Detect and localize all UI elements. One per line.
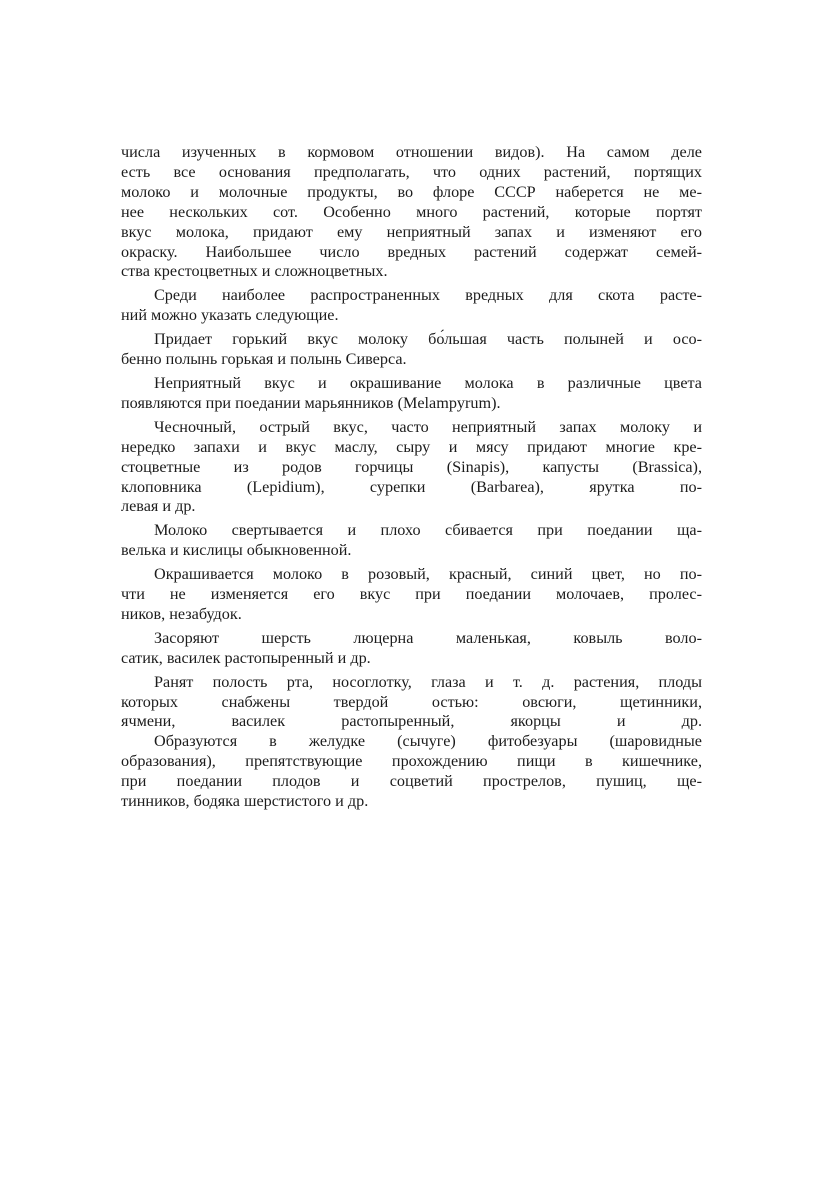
text-line: Ранят полость рта, носоглотку, глаза и т. д. растения, плоды [154, 672, 702, 691]
paragraph [121, 673, 702, 733]
text-line: нередко запахи и вкус маслу, сыру и мясу придают многие кре- [121, 437, 702, 456]
paragraph [121, 286, 702, 326]
text-line: ячмени, василек растопыренный, якорцы и др. [121, 712, 702, 731]
text-line: молоко и молочные продукты, во флоре СССР наберется не ме- [121, 182, 702, 201]
text-line: Среди наиболее распространенных вредных для скота расте- [154, 286, 702, 305]
paragraph [121, 732, 702, 812]
text-line: нее нескольких сот. Особенно много растений, которые портят [121, 202, 702, 221]
text-line: Чесночный, острый вкус, часто неприятный запах молоку и [154, 417, 702, 436]
text-line: ний можно указать следующие. [121, 306, 339, 325]
body-text [121, 143, 702, 812]
text-line: стоцветные из родов горчицы (Sinapis), капусты (Brassica), [121, 457, 702, 476]
text-line: ников, незабудок. [121, 604, 242, 623]
text-line: числа изученных в кормовом отношении видов). На самом деле [121, 143, 702, 161]
text-line: сатик, василек растопыренный и др. [121, 648, 371, 667]
text-line: вкус молока, придают ему неприятный запах и изменяют его [121, 222, 702, 241]
text-line: бенно полынь горькая и полынь Сиверса. [121, 350, 407, 369]
text-line: левая и др. [121, 497, 196, 516]
text-line: Образуются в желудке (сычуге) фитобезуары (шаровидные [154, 732, 702, 751]
paragraph [121, 565, 702, 625]
text-line: чти не изменяется его вкус при поедании молочаев, пролес- [121, 585, 702, 604]
paragraph [121, 418, 702, 518]
text-line: Молоко свертывается и плохо сбивается при поедании ща- [154, 521, 702, 540]
text-line: Неприятный вкус и окрашивание молока в различные цвета [154, 373, 702, 392]
text-line: тинников, бодяка шерстистого и др. [121, 792, 369, 811]
text-line: Засоряют шерсть люцерна маленькая, ковыль воло- [154, 628, 702, 647]
text-line: ства крестоцветных и сложноцветных. [121, 262, 388, 281]
text-line: при поедании плодов и соцветий прострелов, пушиц, ще- [121, 772, 702, 791]
paragraph [121, 374, 702, 414]
paragraph [121, 330, 702, 370]
paragraph [121, 521, 702, 561]
text-line: которых снабжены твердой остью: овсюги, щетинники, [121, 692, 702, 711]
paragraph [121, 629, 702, 669]
text-line: Придает горький вкус молоку бо́льшая часть полыней и осо- [154, 330, 702, 349]
text-line: клоповника (Lepidium), сурепки (Barbarea), ярутка по- [121, 477, 702, 496]
text-line: появляются при поедании марьянников (Melampyrum). [121, 393, 501, 412]
text-line: велька и кислицы обыкновенной. [121, 541, 352, 560]
paragraph [121, 143, 702, 282]
text-line: есть все основания предполагать, что одних растений, портящих [121, 162, 702, 181]
text-line: окраску. Наибольшее число вредных растений содержат семей- [121, 242, 702, 261]
text-line: Окрашивается молоко в розовый, красный, синий цвет, но по- [154, 565, 702, 584]
text-line: образования), препятствующие прохождению пищи в кишечнике, [121, 752, 702, 771]
